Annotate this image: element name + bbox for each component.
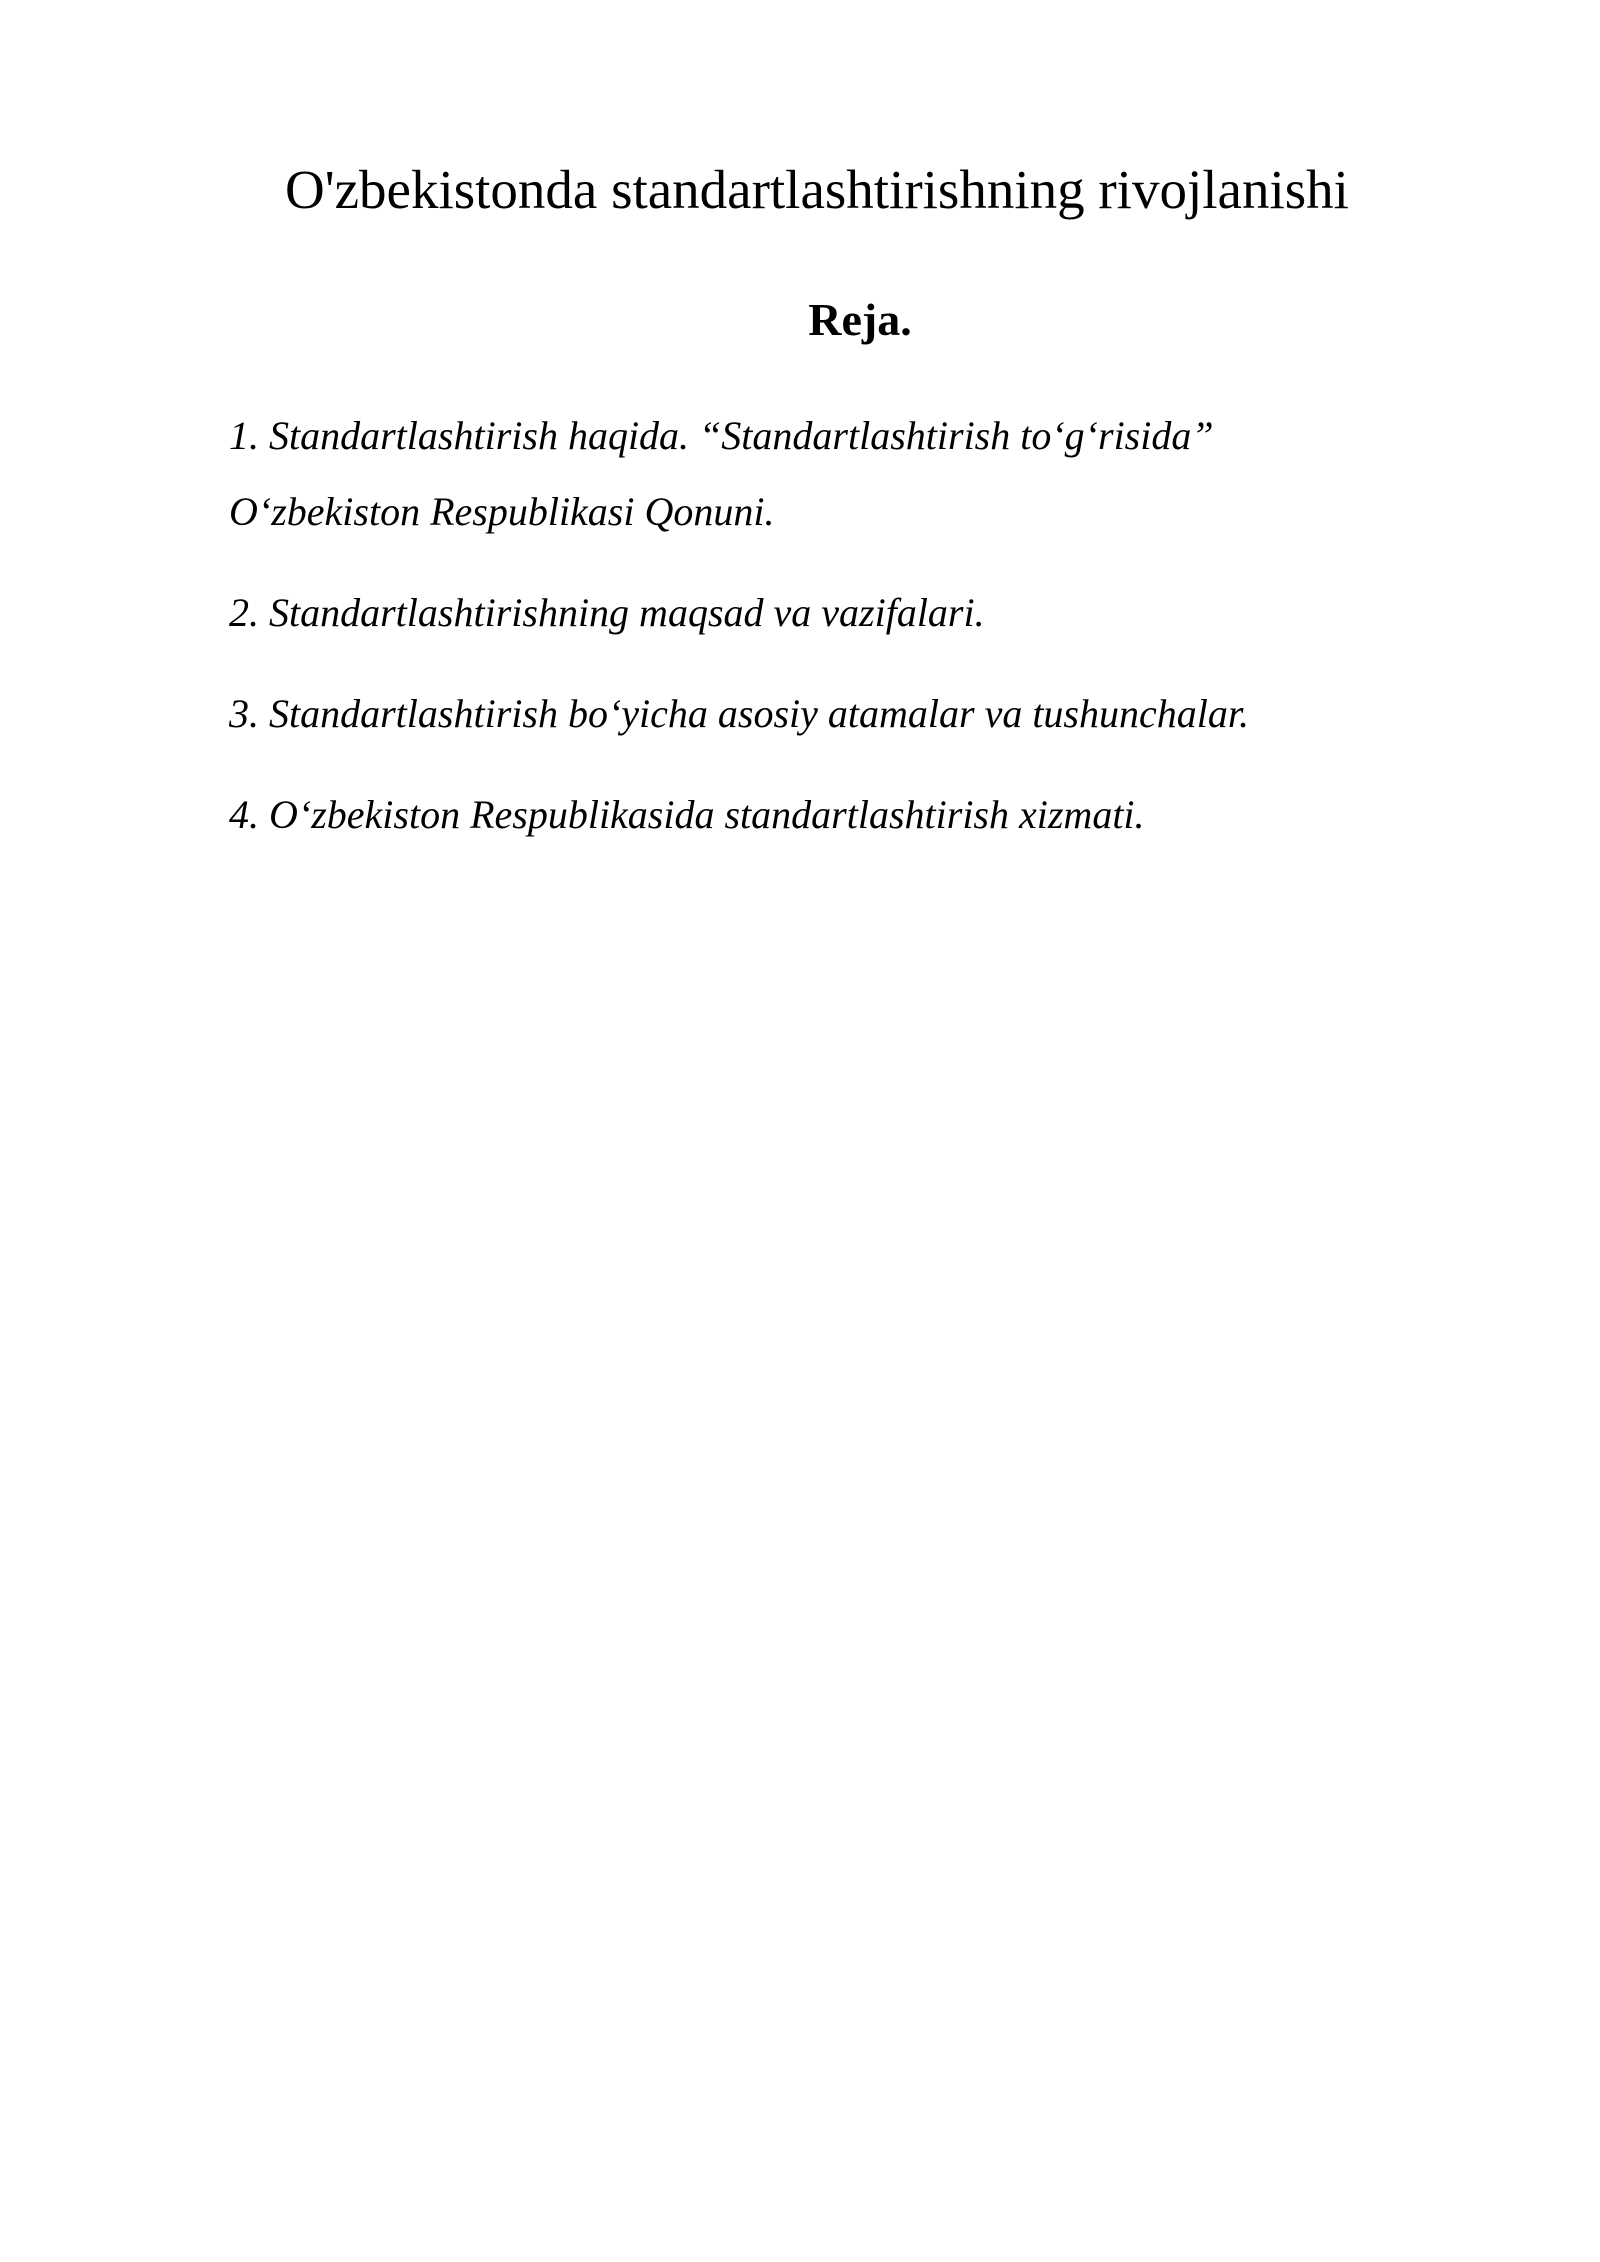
plan-item-line: O‘zbekiston Respublikasi Qonuni. [229,489,775,534]
plan-list [229,398,1409,878]
plan-item-1 [229,398,1409,550]
plan-item-text: Standartlashtirish haqida. “Standartlashtirish to‘g‘risida” [269,413,1214,458]
plan-item-text: O‘zbekiston Respublikasida standartlashtirish xizmati. [269,792,1145,837]
plan-item-text: Standartlashtirish bo‘yicha asosiy atamalar va tushunchalar. [269,691,1249,736]
plan-item-4 [229,777,1409,853]
plan-item-3 [229,676,1409,752]
plan-item-line [229,398,1409,474]
plan-item-text: Standartlashtirishning maqsad va vazifalari. [269,590,985,635]
plan-heading: Reja. [808,294,912,345]
plan-item-line [229,676,1409,752]
plan-item-number: 2. [229,590,259,635]
plan-item-line [229,575,1409,651]
plan-item-number: 3. [229,691,259,736]
plan-item-2 [229,575,1409,651]
plan-item-number: 4. [229,792,259,837]
plan-item-number: 1. [229,413,259,458]
document-title: O'zbekistonda standartlashtirishning rivojlanishi [285,159,1349,220]
plan-item-line [229,777,1409,853]
